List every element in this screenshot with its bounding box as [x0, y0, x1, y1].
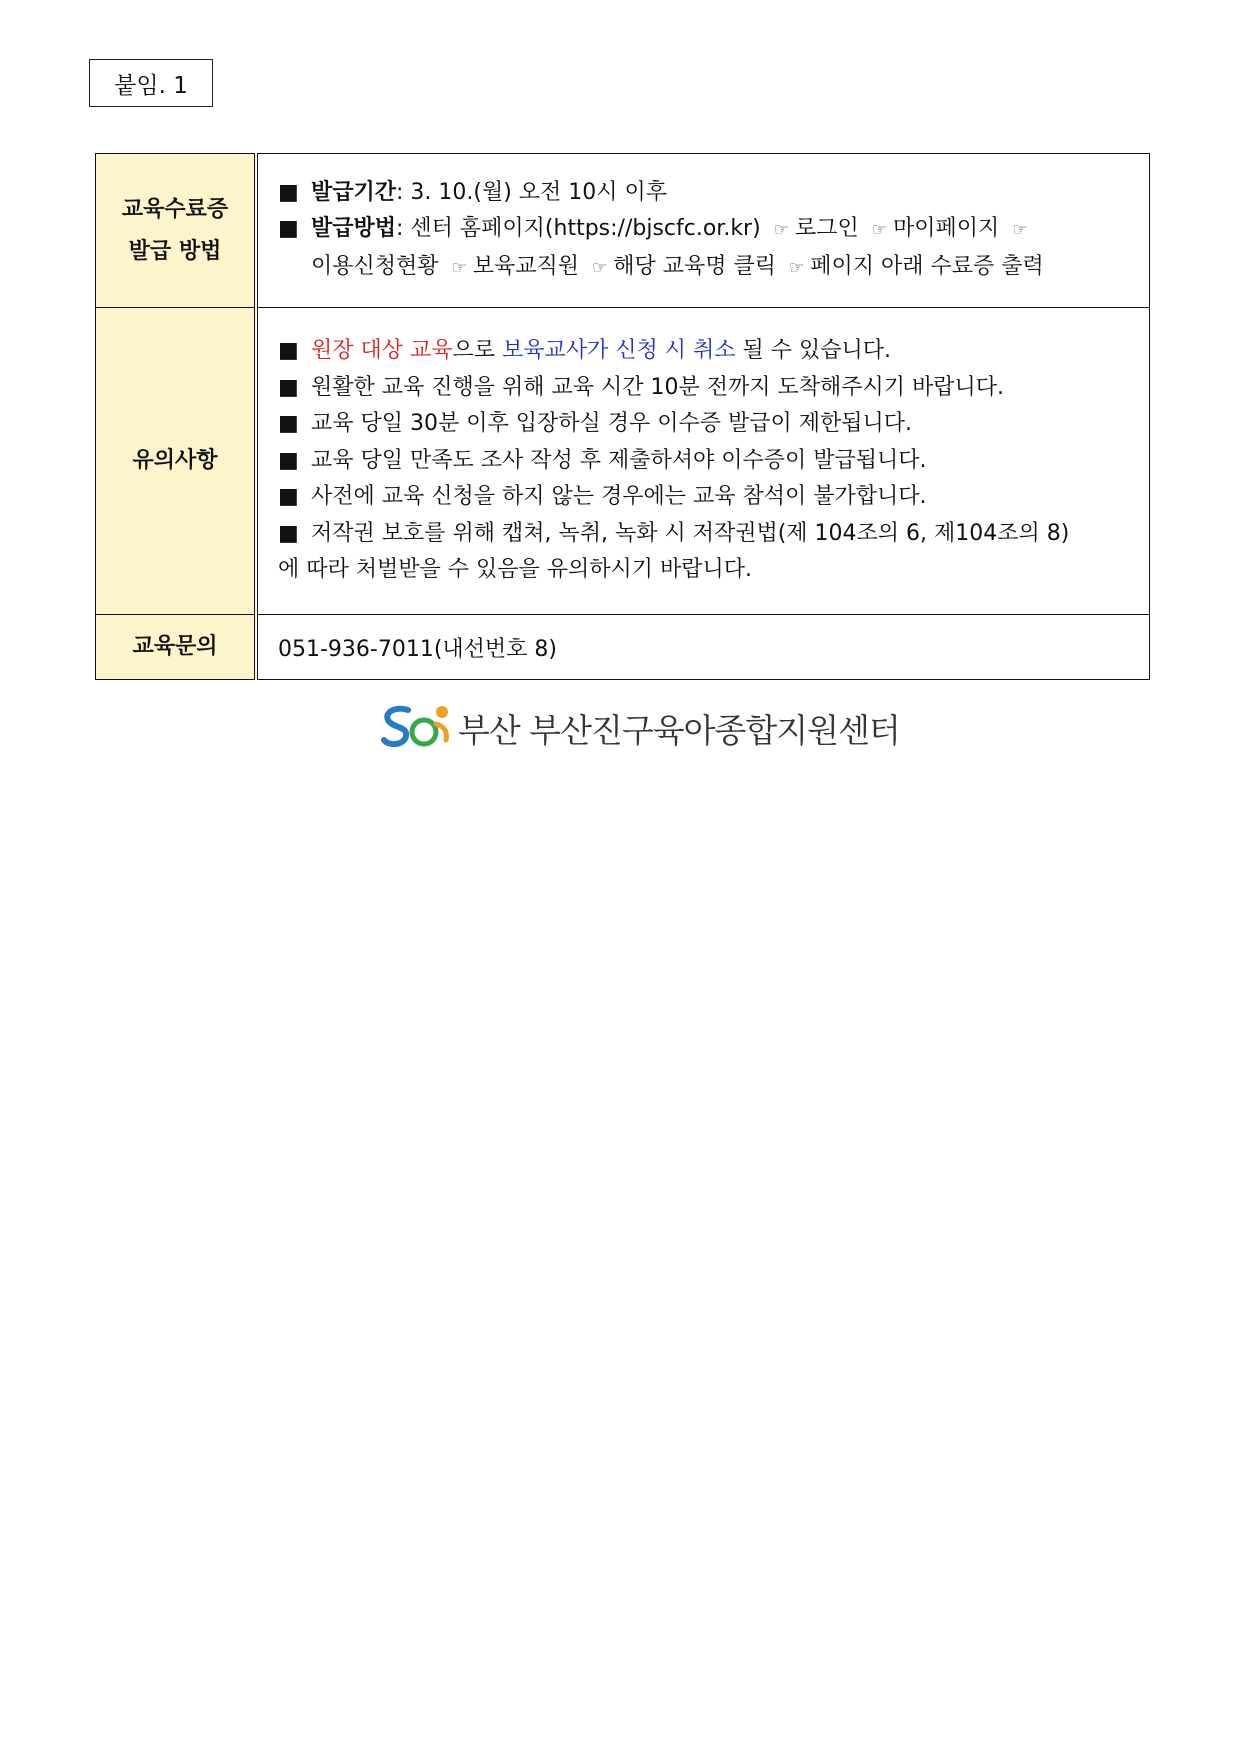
- center-logo-icon: [378, 702, 454, 754]
- bullet-icon: ■: [278, 179, 299, 205]
- note-text: 원활한 교육 진행을 위해 교육 시간 10분 전까지 도착해주시기 바랍니다.: [311, 374, 1004, 400]
- note-text: 교육 당일 만족도 조사 작성 후 제출하셔야 이수증이 발급됩니다.: [311, 447, 927, 473]
- note-item: [278, 370, 1141, 407]
- note-text: 될 수 있습니다.: [735, 338, 892, 364]
- step-mypage: 마이페이지: [892, 216, 1000, 242]
- issue-period-line: [278, 175, 1141, 212]
- issue-period-value: : 3. 10.(월) 오전 10시 이후: [396, 179, 668, 205]
- bullet-icon: ■: [278, 447, 299, 473]
- note-text: 저작권 보호를 위해 캡쳐, 녹취, 녹화 시 저작권법(제 104조의 6, 제104조의 8): [311, 520, 1070, 546]
- org-name: 부산 부산진구육아종합지원센터: [458, 710, 900, 750]
- bullet-icon: ■: [278, 374, 299, 400]
- pointer-icon: ☞: [871, 220, 887, 241]
- note-item: [278, 406, 1141, 443]
- row-contact: [96, 615, 1150, 680]
- row-notes: [96, 308, 1150, 615]
- attachment-label: 붙임. 1: [89, 59, 213, 107]
- step-login: 로그인: [794, 216, 859, 242]
- bullet-icon: ■: [278, 216, 299, 242]
- pointer-icon: ☞: [592, 257, 608, 278]
- note-text: 교육 당일 30분 이후 입장하실 경우 이수증 발급이 제한됩니다.: [311, 411, 912, 437]
- bullet-icon: ■: [278, 411, 299, 437]
- step-print-certificate: 페이지 아래 수료증 출력: [810, 253, 1044, 279]
- pointer-icon: ☞: [1012, 220, 1028, 241]
- issue-method-line: [278, 211, 1141, 249]
- issue-method-key: 발급방법: [311, 216, 397, 242]
- note-text: 사전에 교육 신청을 하지 않는 경우에는 교육 참석이 불가합니다.: [311, 484, 927, 510]
- issue-period-key: 발급기간: [311, 179, 397, 205]
- footer-org: [378, 702, 900, 754]
- contact-phone: 051-936-7011(내선번호 8): [256, 615, 1150, 680]
- note-item: [278, 443, 1141, 480]
- note-item: [278, 333, 1141, 370]
- label-certificate-line1: 교육수료증: [121, 196, 229, 222]
- bullet-icon: ■: [278, 338, 299, 364]
- issue-method-steps-line: [278, 249, 1141, 287]
- pointer-icon: ☞: [451, 257, 467, 278]
- bullet-icon: ■: [278, 484, 299, 510]
- label-certificate-line2: 발급 방법: [128, 238, 222, 264]
- label-contact: 교육문의: [96, 615, 257, 680]
- issue-method-intro: : 센터 홈페이지(https://bjscfc.or.kr): [396, 216, 761, 242]
- pointer-icon: ☞: [789, 257, 805, 278]
- step-application-status: 이용신청현황: [311, 253, 439, 279]
- info-table: [95, 153, 1150, 680]
- note-highlight-blue: 보육교사가 신청 시 취소: [502, 338, 736, 364]
- step-childcare-staff: 보육교직원: [472, 253, 580, 279]
- pointer-icon: ☞: [773, 220, 789, 241]
- note-item: [278, 516, 1141, 553]
- content-certificate: [256, 154, 1150, 308]
- note-item-continuation: 에 따라 처벌받을 수 있음을 유의하시기 바랍니다.: [278, 557, 752, 583]
- row-certificate: [96, 154, 1150, 308]
- bullet-icon: ■: [278, 520, 299, 546]
- label-notes: 유의사항: [96, 308, 257, 615]
- step-click-course: 해당 교육명 클릭: [613, 253, 777, 279]
- note-item: [278, 479, 1141, 516]
- note-highlight-red: 원장 대상 교육: [311, 338, 453, 364]
- note-text: 으로: [452, 338, 502, 364]
- label-certificate: [96, 154, 257, 308]
- content-notes: [256, 308, 1150, 615]
